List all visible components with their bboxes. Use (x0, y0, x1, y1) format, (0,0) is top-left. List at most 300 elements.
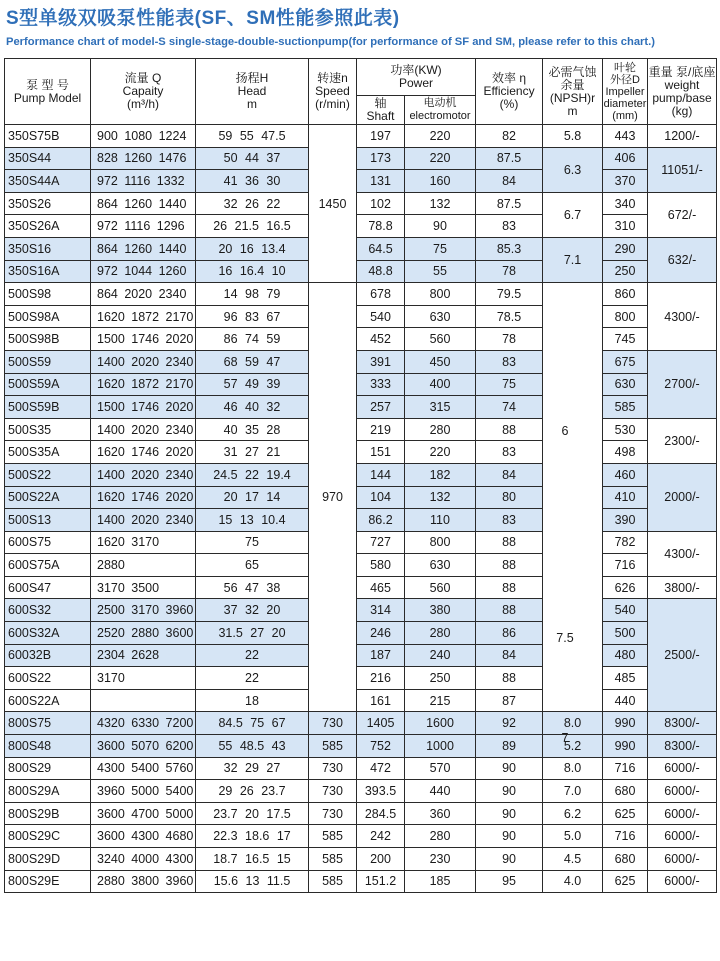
col-header-head: 扬程H Head m (196, 59, 309, 125)
cell-eff: 95 (476, 870, 543, 893)
cell-head: 68 59 47 (196, 350, 309, 373)
cell-eff: 78.5 (476, 305, 543, 328)
table-row (5, 825, 717, 848)
table-row (5, 237, 717, 260)
table-row (5, 848, 717, 871)
cell-model: 500S13 (5, 509, 91, 532)
cell-speed: 730 (309, 712, 357, 735)
cell-head: 23.7 20 17.5 (196, 802, 309, 825)
cell-motor: 230 (405, 848, 476, 871)
cell-flow: 972 1044 1260 (91, 260, 196, 283)
cell-imp: 716 (603, 757, 648, 780)
cell-imp: 340 (603, 192, 648, 215)
npsh-value-7: 7 (561, 731, 569, 745)
cell-eff: 88 (476, 667, 543, 690)
cell-model: 800S29A (5, 780, 91, 803)
cell-model: 800S75 (5, 712, 91, 735)
cell-head: 57 49 39 (196, 373, 309, 396)
cell-head: 15 13 10.4 (196, 509, 309, 532)
cell-shaft: 246 (357, 622, 405, 645)
table-row (5, 622, 717, 645)
cell-model: 350S44 (5, 147, 91, 170)
cell-motor: 280 (405, 418, 476, 441)
page-title: S型单级双吸泵性能表(SF、SM性能参照此表) (6, 8, 400, 29)
cell-imp: 410 (603, 486, 648, 509)
cell-weight: 672/- (648, 192, 717, 237)
cell-shaft: 540 (357, 305, 405, 328)
cell-eff: 86 (476, 622, 543, 645)
cell-eff: 90 (476, 802, 543, 825)
cell-npsh: 4.5 (543, 848, 603, 871)
cell-imp: 585 (603, 396, 648, 419)
cell-imp: 625 (603, 870, 648, 893)
cell-imp: 800 (603, 305, 648, 328)
table-row (5, 192, 717, 215)
cell-shaft: 257 (357, 396, 405, 419)
cell-shaft: 727 (357, 531, 405, 554)
cell-weight: 8300/- (648, 735, 717, 758)
cell-shaft: 64.5 (357, 237, 405, 260)
cell-model: 600S32A (5, 622, 91, 645)
cell-npsh: 6.2 (543, 802, 603, 825)
cell-imp: 290 (603, 237, 648, 260)
cell-motor: 560 (405, 576, 476, 599)
cell-weight: 6000/- (648, 802, 717, 825)
col-header-weight: 重量 泵/底座 weight pump/base (kg) (648, 59, 717, 125)
cell-motor: 450 (405, 350, 476, 373)
cell-flow: 1400 2020 2340 (91, 509, 196, 532)
cell-eff: 83 (476, 215, 543, 238)
col-header-impeller: 叶轮 外径D Impeller diameter (mm) (603, 59, 648, 125)
col-header-motor: 电动机 electromotor (405, 96, 476, 125)
table-row (5, 305, 717, 328)
cell-flow: 2304 2628 (91, 644, 196, 667)
table-row (5, 780, 717, 803)
cell-npsh: 5.0 (543, 825, 603, 848)
cell-eff: 90 (476, 757, 543, 780)
cell-flow: 3960 5000 5400 (91, 780, 196, 803)
cell-npsh: 8.0 (543, 757, 603, 780)
cell-weight: 2500/- (648, 599, 717, 712)
cell-model: 350S26 (5, 192, 91, 215)
cell-eff: 83 (476, 509, 543, 532)
cell-motor: 75 (405, 237, 476, 260)
cell-flow: 2520 2880 3600 (91, 622, 196, 645)
cell-eff: 88 (476, 554, 543, 577)
cell-weight: 6000/- (648, 757, 717, 780)
cell-imp: 745 (603, 328, 648, 351)
cell-motor: 440 (405, 780, 476, 803)
cell-imp: 460 (603, 463, 648, 486)
cell-model: 600S22 (5, 667, 91, 690)
cell-eff: 88 (476, 418, 543, 441)
cell-imp: 680 (603, 780, 648, 803)
cell-shaft: 48.8 (357, 260, 405, 283)
cell-weight: 6000/- (648, 825, 717, 848)
cell-speed: 585 (309, 848, 357, 871)
cell-eff: 87.5 (476, 192, 543, 215)
cell-flow: 3600 5070 6200 (91, 735, 196, 758)
table-row (5, 328, 717, 351)
cell-imp: 540 (603, 599, 648, 622)
cell-shaft: 393.5 (357, 780, 405, 803)
cell-imp: 443 (603, 125, 648, 148)
cell-flow: 1620 3170 (91, 531, 196, 554)
col-header-efficiency: 效率 η Efficiency (%) (476, 59, 543, 125)
cell-shaft: 144 (357, 463, 405, 486)
cell-head: 16 16.4 10 (196, 260, 309, 283)
cell-flow: 1620 1746 2020 (91, 441, 196, 464)
cell-imp: 990 (603, 735, 648, 758)
cell-shaft: 78.8 (357, 215, 405, 238)
cell-speed: 585 (309, 735, 357, 758)
cell-imp: 716 (603, 825, 648, 848)
cell-npsh: 6.7 (543, 192, 603, 237)
cell-head: 46 40 32 (196, 396, 309, 419)
table-row (5, 283, 717, 306)
cell-model: 350S44A (5, 170, 91, 193)
cell-flow: 3170 (91, 667, 196, 690)
cell-npsh: 8.0 (543, 712, 603, 735)
cell-head: 37 32 20 (196, 599, 309, 622)
cell-eff: 90 (476, 848, 543, 871)
cell-shaft: 465 (357, 576, 405, 599)
table-row (5, 757, 717, 780)
cell-shaft: 200 (357, 848, 405, 871)
cell-shaft: 333 (357, 373, 405, 396)
cell-shaft: 131 (357, 170, 405, 193)
cell-eff: 88 (476, 531, 543, 554)
cell-eff: 85.3 (476, 237, 543, 260)
cell-shaft: 472 (357, 757, 405, 780)
table-row (5, 689, 717, 712)
cell-flow: 2880 3800 3960 (91, 870, 196, 893)
cell-npsh: 4.0 (543, 870, 603, 893)
cell-imp: 500 (603, 622, 648, 645)
cell-head: 55 48.5 43 (196, 735, 309, 758)
cell-imp: 782 (603, 531, 648, 554)
cell-imp: 485 (603, 667, 648, 690)
cell-head: 20 16 13.4 (196, 237, 309, 260)
cell-speed: 730 (309, 757, 357, 780)
cell-eff: 83 (476, 441, 543, 464)
cell-eff: 87.5 (476, 147, 543, 170)
cell-flow: 4300 5400 5760 (91, 757, 196, 780)
table-row (5, 531, 717, 554)
table-row (5, 599, 717, 622)
cell-model: 800S48 (5, 735, 91, 758)
table-row (5, 509, 717, 532)
cell-head: 75 (196, 531, 309, 554)
table-row (5, 712, 717, 735)
cell-motor: 160 (405, 170, 476, 193)
cell-model: 800S29B (5, 802, 91, 825)
col-header-npsh: 必需气蚀 余量 (NPSH)r m (543, 59, 603, 125)
cell-weight: 1200/- (648, 125, 717, 148)
cell-motor: 55 (405, 260, 476, 283)
table-row (5, 802, 717, 825)
cell-speed: 730 (309, 780, 357, 803)
cell-weight: 4300/- (648, 531, 717, 576)
cell-model: 350S16 (5, 237, 91, 260)
cell-model: 600S75 (5, 531, 91, 554)
cell-eff: 92 (476, 712, 543, 735)
cell-shaft: 752 (357, 735, 405, 758)
cell-motor: 280 (405, 622, 476, 645)
cell-imp: 480 (603, 644, 648, 667)
cell-model: 500S35 (5, 418, 91, 441)
header-row (5, 59, 717, 96)
cell-imp: 716 (603, 554, 648, 577)
cell-flow: 972 1116 1332 (91, 170, 196, 193)
npsh-value-7-5: 7.5 (556, 631, 574, 645)
cell-speed-merged-1450: 1450 (309, 125, 357, 283)
cell-shaft: 452 (357, 328, 405, 351)
cell-motor: 560 (405, 328, 476, 351)
cell-head: 24.5 22 19.4 (196, 463, 309, 486)
cell-weight: 2300/- (648, 418, 717, 463)
cell-head: 59 55 47.5 (196, 125, 309, 148)
cell-head: 31.5 27 20 (196, 622, 309, 645)
cell-motor: 570 (405, 757, 476, 780)
cell-eff: 87 (476, 689, 543, 712)
cell-shaft: 173 (357, 147, 405, 170)
col-header-speed: 转速n Speed (r/min) (309, 59, 357, 125)
cell-eff: 75 (476, 373, 543, 396)
cell-motor: 250 (405, 667, 476, 690)
cell-model: 600S32 (5, 599, 91, 622)
col-header-power: 功率(KW) Power (357, 59, 476, 96)
cell-motor: 132 (405, 486, 476, 509)
col-header-shaft: 轴 Shaft (357, 96, 405, 125)
cell-imp: 626 (603, 576, 648, 599)
cell-head: 40 35 28 (196, 418, 309, 441)
cell-head: 18.7 16.5 15 (196, 848, 309, 871)
cell-eff: 88 (476, 576, 543, 599)
cell-flow: 864 2020 2340 (91, 283, 196, 306)
cell-flow: 972 1116 1296 (91, 215, 196, 238)
cell-shaft: 151.2 (357, 870, 405, 893)
table-row (5, 418, 717, 441)
cell-head: 86 74 59 (196, 328, 309, 351)
cell-head: 41 36 30 (196, 170, 309, 193)
cell-model: 500S98B (5, 328, 91, 351)
cell-motor: 400 (405, 373, 476, 396)
cell-model: 800S29E (5, 870, 91, 893)
cell-model: 60032B (5, 644, 91, 667)
cell-motor: 280 (405, 825, 476, 848)
cell-model: 500S22A (5, 486, 91, 509)
cell-motor: 220 (405, 147, 476, 170)
cell-eff: 78 (476, 328, 543, 351)
cell-head: 65 (196, 554, 309, 577)
cell-shaft: 102 (357, 192, 405, 215)
cell-weight: 6000/- (648, 780, 717, 803)
cell-flow: 864 1260 1440 (91, 192, 196, 215)
cell-model: 500S59 (5, 350, 91, 373)
cell-flow: 2500 3170 3960 (91, 599, 196, 622)
cell-weight: 3800/- (648, 576, 717, 599)
table-row (5, 147, 717, 170)
cell-model: 600S75A (5, 554, 91, 577)
cell-head: 84.5 75 67 (196, 712, 309, 735)
cell-eff: 84 (476, 463, 543, 486)
cell-motor: 185 (405, 870, 476, 893)
cell-shaft: 391 (357, 350, 405, 373)
cell-model: 800S29D (5, 848, 91, 871)
npsh-value-6: 6 (561, 424, 569, 438)
cell-weight: 6000/- (648, 848, 717, 871)
cell-shaft: 678 (357, 283, 405, 306)
cell-eff: 82 (476, 125, 543, 148)
cell-npsh: 6.3 (543, 147, 603, 192)
table-row (5, 644, 717, 667)
cell-head: 22.3 18.6 17 (196, 825, 309, 848)
cell-motor: 182 (405, 463, 476, 486)
table-row (5, 441, 717, 464)
cell-head: 14 98 79 (196, 283, 309, 306)
cell-motor: 90 (405, 215, 476, 238)
cell-shaft: 314 (357, 599, 405, 622)
cell-motor: 380 (405, 599, 476, 622)
table-row (5, 125, 717, 148)
cell-motor: 215 (405, 689, 476, 712)
table-row (5, 667, 717, 690)
cell-flow: 2880 (91, 554, 196, 577)
cell-motor: 630 (405, 305, 476, 328)
cell-weight: 632/- (648, 237, 717, 282)
cell-speed: 585 (309, 870, 357, 893)
cell-shaft: 151 (357, 441, 405, 464)
cell-flow: 828 1260 1476 (91, 147, 196, 170)
cell-flow: 1500 1746 2020 (91, 396, 196, 419)
cell-imp: 310 (603, 215, 648, 238)
cell-model: 600S22A (5, 689, 91, 712)
cell-motor: 240 (405, 644, 476, 667)
cell-head: 29 26 23.7 (196, 780, 309, 803)
cell-npsh: 7.1 (543, 237, 603, 282)
cell-weight: 8300/- (648, 712, 717, 735)
cell-imp: 498 (603, 441, 648, 464)
cell-head: 31 27 21 (196, 441, 309, 464)
cell-flow: 1400 2020 2340 (91, 350, 196, 373)
cell-flow: 3170 3500 (91, 576, 196, 599)
cell-model: 800S29 (5, 757, 91, 780)
col-header-flow: 流量 Q Capaity (m³/h) (91, 59, 196, 125)
table-row (5, 576, 717, 599)
table-row (5, 373, 717, 396)
cell-flow: 900 1080 1224 (91, 125, 196, 148)
cell-head: 22 (196, 667, 309, 690)
cell-eff: 80 (476, 486, 543, 509)
cell-model: 800S29C (5, 825, 91, 848)
cell-npsh: 7.0 (543, 780, 603, 803)
cell-npsh: 5.2 (543, 735, 603, 758)
cell-weight: 6000/- (648, 870, 717, 893)
cell-eff: 79.5 (476, 283, 543, 306)
cell-motor: 220 (405, 125, 476, 148)
cell-imp: 625 (603, 802, 648, 825)
cell-head: 15.6 13 11.5 (196, 870, 309, 893)
cell-eff: 84 (476, 644, 543, 667)
table-row (5, 215, 717, 238)
cell-imp: 680 (603, 848, 648, 871)
cell-imp: 860 (603, 283, 648, 306)
cell-shaft: 580 (357, 554, 405, 577)
cell-speed: 585 (309, 825, 357, 848)
cell-flow: 4320 6330 7200 (91, 712, 196, 735)
cell-model: 350S75B (5, 125, 91, 148)
cell-model: 500S59A (5, 373, 91, 396)
cell-motor: 132 (405, 192, 476, 215)
cell-model: 500S35A (5, 441, 91, 464)
cell-head: 56 47 38 (196, 576, 309, 599)
cell-flow: 864 1260 1440 (91, 237, 196, 260)
cell-imp: 390 (603, 509, 648, 532)
cell-eff: 83 (476, 350, 543, 373)
cell-imp: 630 (603, 373, 648, 396)
cell-shaft: 242 (357, 825, 405, 848)
cell-flow: 1620 1746 2020 (91, 486, 196, 509)
cell-head: 22 (196, 644, 309, 667)
cell-eff: 90 (476, 825, 543, 848)
cell-eff: 88 (476, 599, 543, 622)
cell-flow: 1400 2020 2340 (91, 418, 196, 441)
table-row (5, 396, 717, 419)
cell-imp: 440 (603, 689, 648, 712)
cell-imp: 370 (603, 170, 648, 193)
cell-motor: 1600 (405, 712, 476, 735)
cell-motor: 360 (405, 802, 476, 825)
cell-speed: 730 (309, 802, 357, 825)
cell-imp: 406 (603, 147, 648, 170)
cell-flow: 3600 4300 4680 (91, 825, 196, 848)
table-row (5, 170, 717, 193)
cell-weight: 4300/- (648, 283, 717, 351)
cell-shaft: 219 (357, 418, 405, 441)
cell-imp: 675 (603, 350, 648, 373)
cell-flow: 1620 1872 2170 (91, 373, 196, 396)
table-row (5, 486, 717, 509)
cell-shaft: 284.5 (357, 802, 405, 825)
cell-weight: 11051/- (648, 147, 717, 192)
cell-head: 26 21.5 16.5 (196, 215, 309, 238)
cell-motor: 220 (405, 441, 476, 464)
cell-motor: 1000 (405, 735, 476, 758)
cell-shaft: 1405 (357, 712, 405, 735)
col-header-model: 泵 型 号 Pump Model (5, 59, 91, 125)
cell-head: 50 44 37 (196, 147, 309, 170)
cell-eff: 78 (476, 260, 543, 283)
cell-shaft: 216 (357, 667, 405, 690)
cell-shaft: 161 (357, 689, 405, 712)
cell-flow: 1500 1746 2020 (91, 328, 196, 351)
table-row (5, 260, 717, 283)
cell-model: 500S22 (5, 463, 91, 486)
cell-eff: 74 (476, 396, 543, 419)
table-row (5, 463, 717, 486)
cell-flow (91, 689, 196, 712)
cell-head: 32 29 27 (196, 757, 309, 780)
cell-head: 20 17 14 (196, 486, 309, 509)
cell-model: 600S47 (5, 576, 91, 599)
cell-motor: 800 (405, 531, 476, 554)
table-row (5, 735, 717, 758)
cell-motor: 110 (405, 509, 476, 532)
cell-shaft: 104 (357, 486, 405, 509)
cell-npsh-merged (543, 283, 603, 712)
performance-table (4, 58, 717, 893)
